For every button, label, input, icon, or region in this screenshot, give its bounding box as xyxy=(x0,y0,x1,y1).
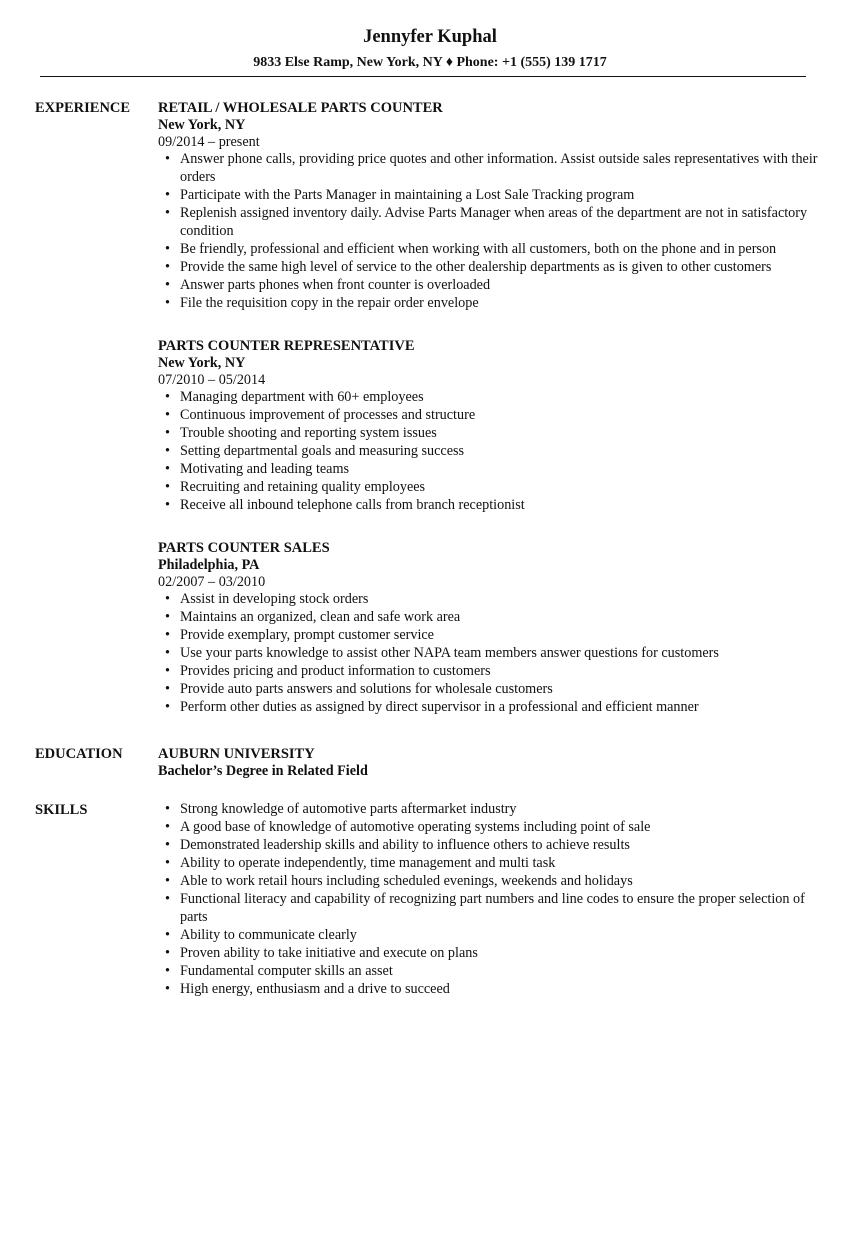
school-name: AUBURN UNIVERSITY xyxy=(158,746,315,762)
job-bullets xyxy=(158,150,818,312)
job-bullets xyxy=(158,388,818,514)
list-item: • Motivating and leading teams xyxy=(158,460,818,478)
education-entry xyxy=(158,745,818,780)
list-item: • Provides pricing and product information to customers xyxy=(158,662,818,680)
job-location: Philadelphia, PA xyxy=(158,557,260,573)
list-item: • Provide the same high level of service to the other dealership departments as is given to other customers xyxy=(158,258,818,276)
list-item: • Maintains an organized, clean and safe work area xyxy=(158,608,818,626)
list-item: • Answer parts phones when front counter is overloaded xyxy=(158,276,818,294)
list-item: • Able to work retail hours including scheduled evenings, weekends and holidays xyxy=(158,872,818,890)
list-item: • Perform other duties as assigned by direct supervisor in a professional and efficient manner xyxy=(158,698,818,716)
list-item: • File the requisition copy in the repair order envelope xyxy=(158,294,818,312)
list-item: • Participate with the Parts Manager in maintaining a Lost Sale Tracking program xyxy=(158,186,818,204)
skills-list xyxy=(158,800,818,998)
list-item: • Answer phone calls, providing price quotes and other information. Assist outside sales representatives with their orders xyxy=(158,150,818,186)
section-title-education: EDUCATION xyxy=(35,746,123,762)
section-title-experience: EXPERIENCE xyxy=(35,100,131,116)
job-dates: 09/2014 – present xyxy=(158,134,260,150)
job-dates: 02/2007 – 03/2010 xyxy=(158,574,266,590)
job-title: PARTS COUNTER SALES xyxy=(158,540,330,556)
resume-header xyxy=(0,26,860,72)
candidate-name: Jennyfer Kuphal xyxy=(363,27,497,47)
list-item: • Continuous improvement of processes and structure xyxy=(158,406,818,424)
section-title-skills: SKILLS xyxy=(35,802,88,818)
job-bullets xyxy=(158,590,818,716)
list-item: • Setting departmental goals and measuring success xyxy=(158,442,818,460)
list-item: • A good base of knowledge of automotive operating systems including point of sale xyxy=(158,818,818,836)
list-item: • Ability to communicate clearly xyxy=(158,926,818,944)
list-item: • Provide exemplary, prompt customer service xyxy=(158,626,818,644)
list-item: • Replenish assigned inventory daily. Advise Parts Manager when areas of the department are not in satisfactory condition xyxy=(158,204,818,240)
list-item: • Receive all inbound telephone calls from branch receptionist xyxy=(158,496,818,514)
list-item: • Proven ability to take initiative and execute on plans xyxy=(158,944,818,962)
list-item: • Use your parts knowledge to assist other NAPA team members answer questions for customers xyxy=(158,644,818,662)
list-item: • Ability to operate independently, time management and multi task xyxy=(158,854,818,872)
list-item: • Demonstrated leadership skills and ability to influence others to achieve results xyxy=(158,836,818,854)
job-entry xyxy=(158,99,818,312)
list-item: • Fundamental computer skills an asset xyxy=(158,962,818,980)
job-title: RETAIL / WHOLESALE PARTS COUNTER xyxy=(158,100,443,116)
list-item: • Functional literacy and capability of recognizing part numbers and line codes to ensure the proper selection of parts xyxy=(158,890,818,926)
list-item: • High energy, enthusiasm and a drive to succeed xyxy=(158,980,818,998)
job-entry xyxy=(158,539,818,716)
job-title: PARTS COUNTER REPRESENTATIVE xyxy=(158,338,415,354)
job-location: New York, NY xyxy=(158,355,246,371)
list-item: • Assist in developing stock orders xyxy=(158,590,818,608)
list-item: • Recruiting and retaining quality employees xyxy=(158,478,818,496)
header-divider xyxy=(40,76,806,77)
job-entry xyxy=(158,337,818,514)
list-item: • Managing department with 60+ employees xyxy=(158,388,818,406)
job-dates: 07/2010 – 05/2014 xyxy=(158,372,266,388)
list-item: • Provide auto parts answers and solutions for wholesale customers xyxy=(158,680,818,698)
list-item: • Strong knowledge of automotive parts aftermarket industry xyxy=(158,800,818,818)
contact-line: 9833 Else Ramp, New York, NY ♦ Phone: +1 (555) 139 1717 xyxy=(253,55,607,70)
skills-list-wrapper xyxy=(158,800,818,998)
job-location: New York, NY xyxy=(158,117,246,133)
degree: Bachelor’s Degree in Related Field xyxy=(158,763,368,779)
list-item: • Trouble shooting and reporting system issues xyxy=(158,424,818,442)
list-item: • Be friendly, professional and efficient when working with all customers, both on the phone and in person xyxy=(158,240,818,258)
